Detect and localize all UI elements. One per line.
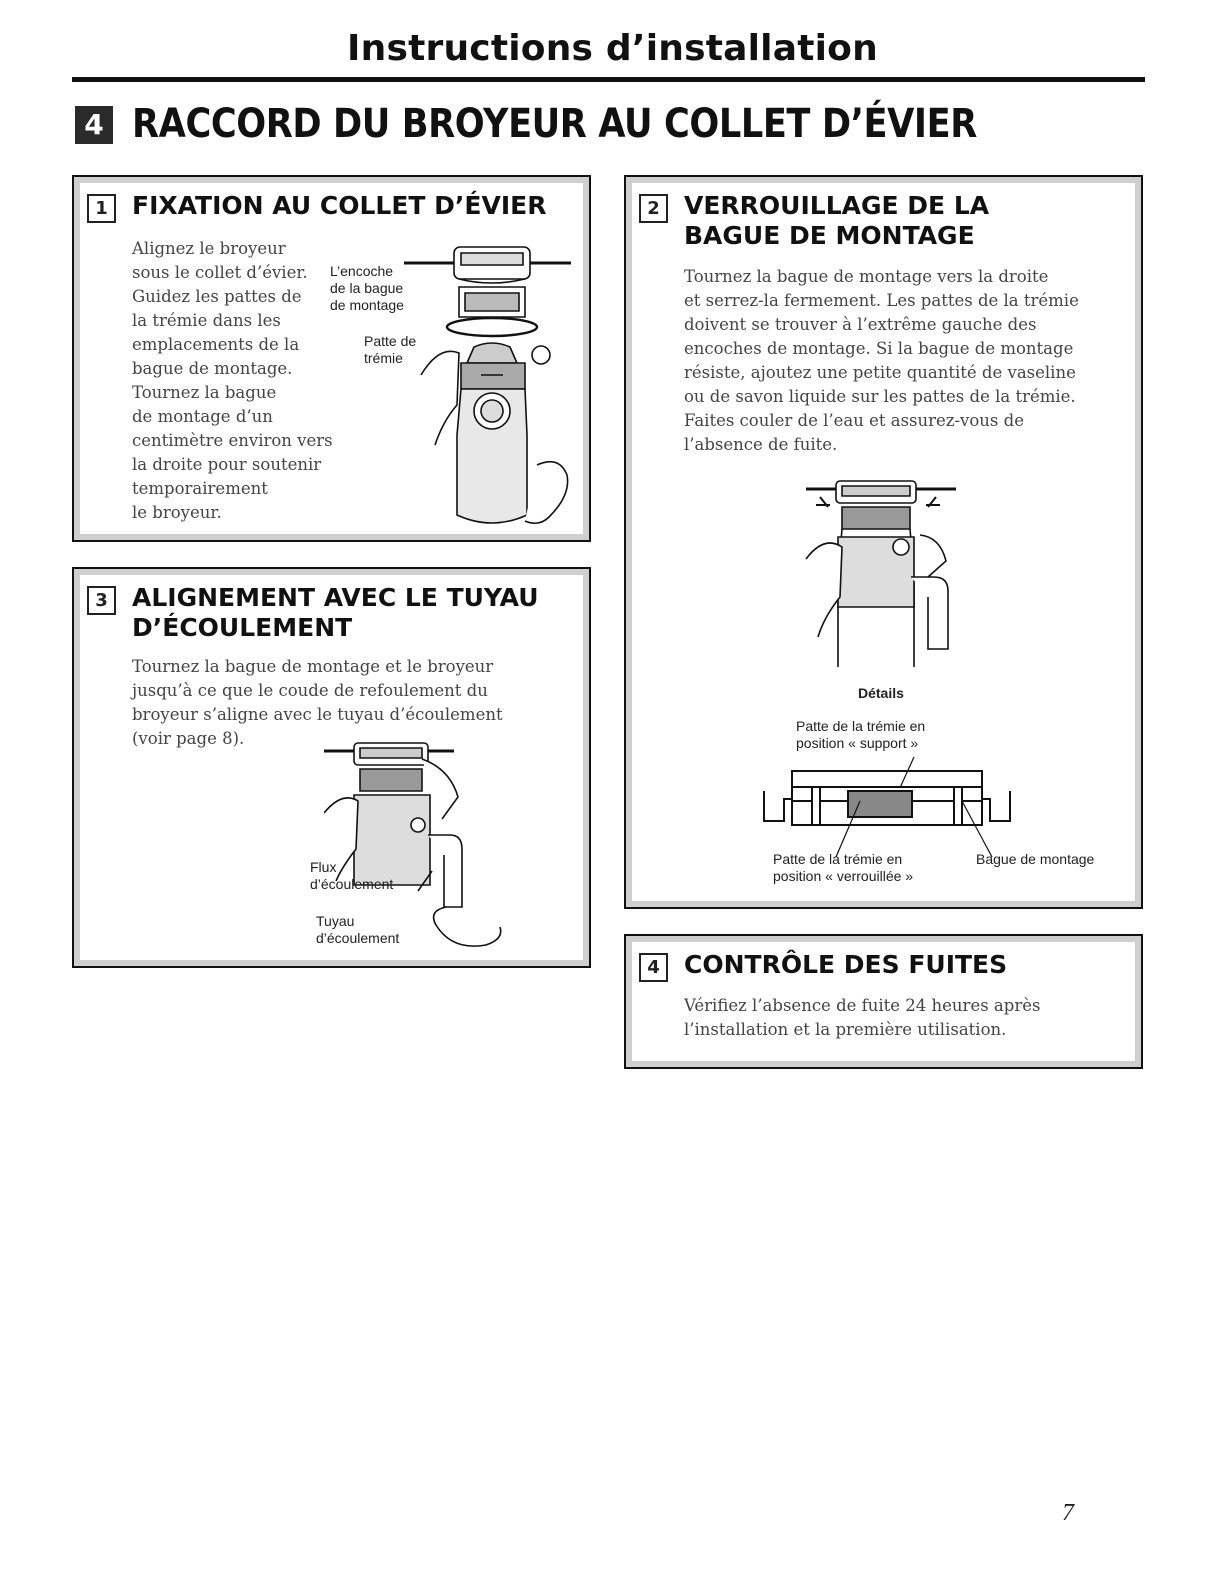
step-3-body: Tournez la bague de montage et le broyeur jusqu’à ce que le coude de refoulement du broyeur s’aligne avec le tuyau d’écoulement (voir page 8). — [132, 657, 503, 748]
step-2-box — [624, 175, 1143, 909]
label-support: Patte de la trémie en position « support » — [796, 718, 926, 751]
step-1-box — [72, 175, 591, 542]
step-1-label-tab: Patte de trémie — [364, 333, 417, 366]
page-number: 7 — [1062, 1500, 1074, 1526]
step-3-box — [72, 567, 591, 968]
step-4-body: Vérifiez l’absence de fuite 24 heures après l’installation et la première utilisation. — [684, 996, 1041, 1039]
section-number-badge: 4 — [75, 106, 113, 144]
header-rule — [72, 77, 1145, 82]
step-1-body: Alignez le broyeur sous le collet d’évier. Guidez les pattes de la trémie dans les emplacements de la bague de montage. Tournez la bague de montage d’un centimètre environ vers la droite pour soutenir temporairement le broyeur. — [132, 239, 333, 522]
step-2-illustration — [796, 477, 976, 669]
step-3-number: 3 — [87, 586, 116, 615]
step-1-number: 1 — [87, 194, 116, 223]
section-title: RACCORD DU BROYEUR AU COLLET D’ÉVIER — [132, 101, 977, 147]
step-3-title: ALIGNEMENT AVEC LE TUYAU D’ÉCOULEMENT — [132, 583, 539, 642]
step-4-title: CONTRÔLE DES FUITES — [684, 950, 1008, 979]
step-4-box — [624, 934, 1143, 1069]
step-1-illustration — [399, 235, 584, 535]
step-1-label-notch: L’encoche de la bague de montage — [330, 263, 404, 313]
step-2-title: VERROUILLAGE DE LA BAGUE DE MONTAGE — [684, 191, 990, 250]
label-flow: Flux d’écoulement — [310, 859, 394, 892]
details-diagram — [756, 757, 1016, 859]
step-2-number: 2 — [639, 194, 668, 223]
page-header-title: Instructions d’installation — [347, 28, 878, 69]
label-drain-pipe: Tuyau d’écoulement — [316, 913, 400, 946]
step-2-body: Tournez la bague de montage vers la droite et serrez-la fermement. Les pattes de la trémie doivent se trouver à l’extrême gauche des encoches de montage. Si la bague de montage résiste, ajoutez une petite quantité de vaseline ou de savon liquide sur les pattes de la trémie. Faites couler de l’eau et assurez-vous de l’absence de fuite. — [684, 267, 1079, 454]
label-mounting-ring: Bague de montage — [976, 851, 1095, 867]
label-locked: Patte de la trémie en position « verrouillée » — [773, 851, 914, 884]
step-1-title: FIXATION AU COLLET D’ÉVIER — [132, 191, 547, 220]
step-4-number: 4 — [639, 953, 668, 982]
details-title: Détails — [858, 685, 904, 701]
